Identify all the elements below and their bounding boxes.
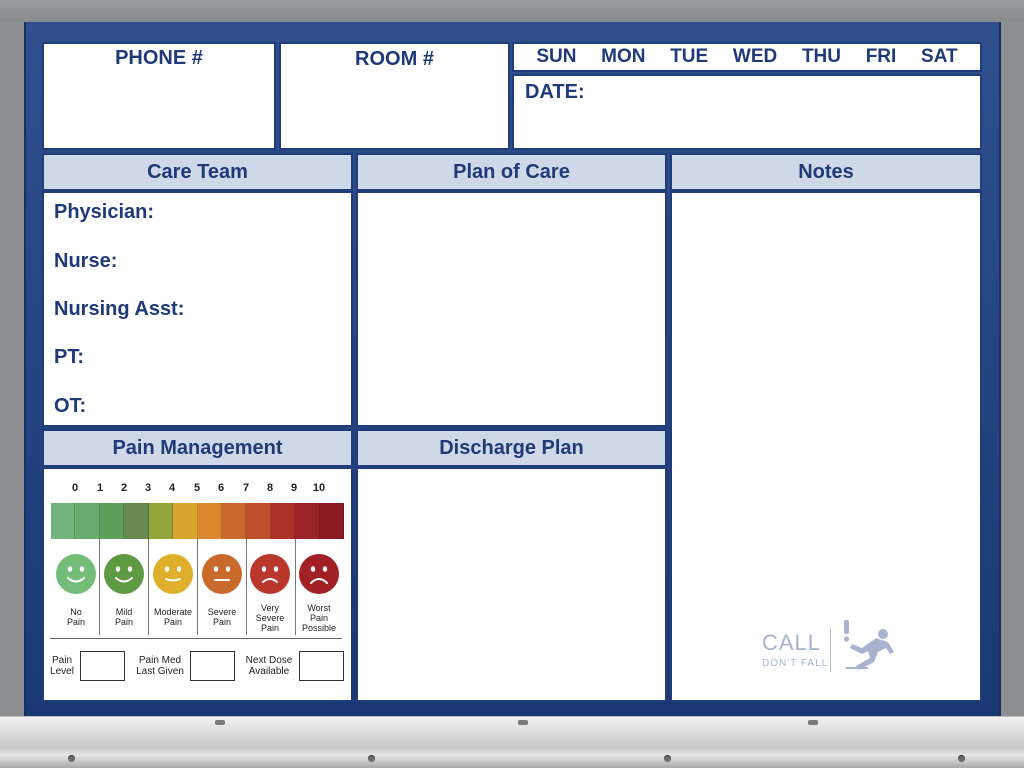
pain-scale-segment (173, 503, 197, 539)
pain-med-label: Pain Med Last Given (136, 655, 184, 677)
day-thu[interactable]: THU (801, 46, 841, 67)
pain-scale-segment (198, 503, 222, 539)
day-sun[interactable]: SUN (536, 46, 577, 67)
pain-scale-number: 6 (217, 482, 225, 494)
next-dose-field[interactable] (299, 651, 344, 681)
pain-scale-segment (320, 503, 344, 539)
date-label: DATE: (525, 81, 585, 103)
pain-face-icon (56, 554, 96, 594)
pain-scale-number: 3 (144, 482, 152, 494)
logo-dont-fall-text: DON'T FALL (762, 658, 829, 669)
pain-face-label: Moderate Pain (153, 607, 193, 627)
pain-face-icon (153, 554, 193, 594)
falling-person-icon (838, 618, 898, 674)
pain-level-field[interactable] (80, 651, 125, 681)
logo-separator (830, 628, 831, 672)
pain-scale-number: 2 (120, 482, 128, 494)
pain-face-label: Severe Pain (207, 607, 237, 627)
pain-level-label: Pain Level (50, 655, 74, 677)
pain-face-label: No Pain (66, 607, 85, 627)
pain-scale-number: 4 (168, 482, 176, 494)
pain-scale-segment (124, 503, 148, 539)
day-wed[interactable]: WED (732, 46, 778, 67)
call-dont-fall-logo (760, 622, 900, 678)
room-label: ROOM # (355, 48, 434, 70)
day-tue[interactable]: TUE (670, 46, 709, 67)
nurse-label: Nurse: (54, 250, 118, 272)
pain-scale-number: 5 (193, 482, 201, 494)
pain-scale-number: 8 (266, 482, 274, 494)
discharge-plan-header: Discharge Plan (356, 429, 667, 467)
tray-clip (215, 720, 225, 725)
pain-scale-segment (246, 503, 270, 539)
tray-rivet (368, 755, 375, 762)
pain-scale-numbers (50, 482, 345, 496)
pt-label: PT: (54, 346, 84, 368)
pain-face-icon (104, 554, 144, 594)
pain-face-icon (250, 554, 290, 594)
day-sat[interactable]: SAT (921, 46, 958, 67)
pain-face-icon (202, 554, 242, 594)
day-mon[interactable]: MON (601, 46, 646, 67)
pain-scale-segment (149, 503, 173, 539)
plan-of-care-box[interactable] (356, 191, 667, 427)
tray-rivet (664, 755, 671, 762)
ot-label: OT: (54, 395, 87, 417)
tray-rivet (68, 755, 75, 762)
discharge-plan-box[interactable] (356, 467, 667, 702)
pain-med-field[interactable] (190, 651, 235, 681)
pain-scale-number: 7 (242, 482, 250, 494)
pain-scale-number: 10 (312, 482, 326, 494)
tray-clip (518, 720, 528, 725)
pain-scale-segment (75, 503, 99, 539)
pain-scale-number: 0 (71, 482, 79, 494)
tray-clip (808, 720, 818, 725)
plan-of-care-header: Plan of Care (356, 153, 667, 191)
pain-face-icon (299, 554, 339, 594)
next-dose-label: Next Dose Available (245, 655, 293, 677)
pain-scale-segment (222, 503, 246, 539)
day-fri[interactable]: FRI (865, 46, 897, 67)
pain-scale-segment (100, 503, 124, 539)
weekday-row (512, 42, 982, 72)
pain-face-label: Mild Pain (114, 607, 133, 627)
pain-management-header: Pain Management (42, 429, 353, 467)
phone-label: PHONE # (115, 47, 203, 69)
board-frame-top (0, 0, 1024, 22)
physician-label: Physician: (54, 201, 155, 223)
pain-scale-segment (295, 503, 319, 539)
marker-tray (0, 716, 1024, 768)
pain-scale-bar (51, 503, 344, 539)
pain-scale-number: 9 (290, 482, 298, 494)
pain-scale-number: 1 (96, 482, 104, 494)
logo-call-text: CALL (762, 630, 822, 655)
care-team-header: Care Team (42, 153, 353, 191)
pain-face-label: Worst Pain Possible (301, 603, 337, 633)
nursing-asst-label: Nursing Asst: (54, 298, 185, 320)
tray-rivet (958, 755, 965, 762)
pain-divider (50, 638, 342, 639)
pain-face-label: Very Severe Pain (255, 603, 285, 633)
notes-header: Notes (670, 153, 982, 191)
pain-scale-segment (271, 503, 295, 539)
pain-scale-segment (51, 503, 75, 539)
